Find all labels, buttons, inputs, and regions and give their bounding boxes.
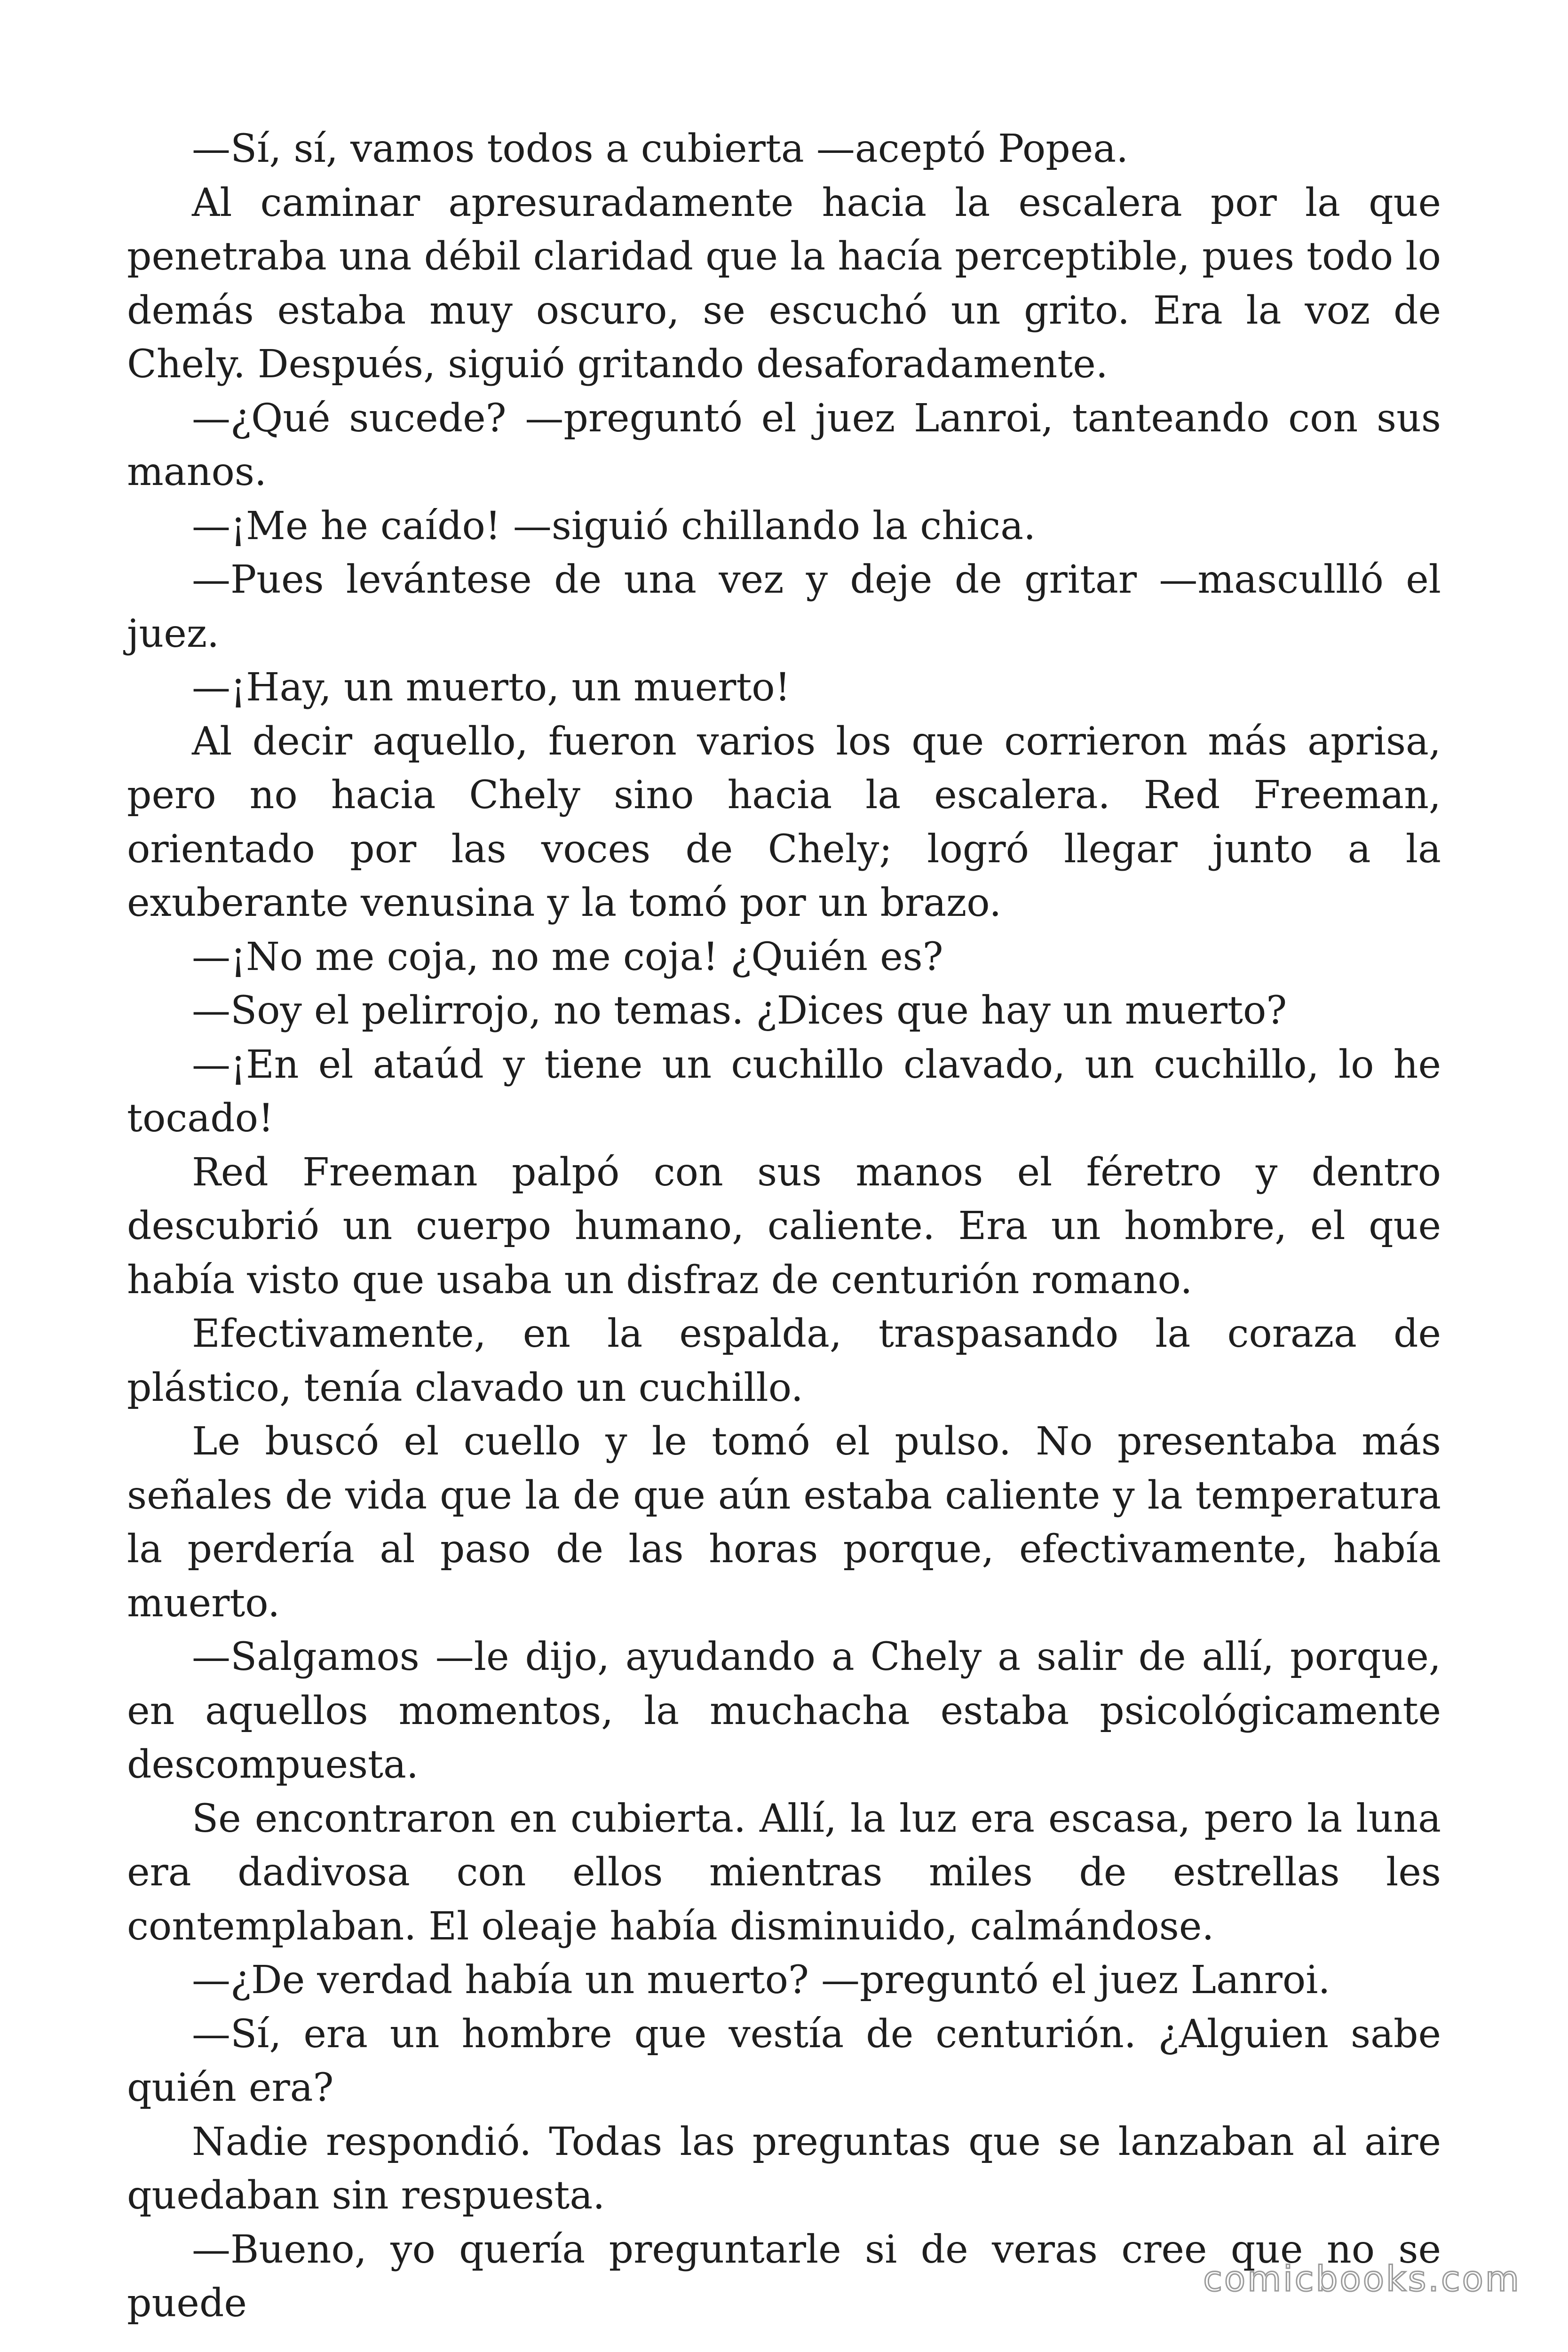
paragraph-4: —¡Me he caído! —siguió chillando la chica. (192, 503, 1036, 548)
paragraph-12: Efectivamente, en la espalda, traspasando la coraza de plástico, tenía clavado un cuchillo. (127, 1311, 1441, 1410)
paragraph-18: Nadie respondió. Todas las preguntas que se lanzaban al aire quedaban sin respuesta. (127, 2119, 1441, 2218)
paragraph-19: —Bueno, yo quería preguntarle si de veras cree que no se puede (127, 2227, 1441, 2326)
paragraph-17: —Sí, era un hombre que vestía de centurión. ¿Alguien sabe quién era? (127, 2011, 1441, 2110)
paragraph-16: —¿De verdad había un muerto? —preguntó el juez Lanroi. (192, 1958, 1330, 2002)
paragraph-14: —Salgamos —le dijo, ayudando a Chely a salir de allí, porque, en aquellos momentos, la muchacha estaba psicológicamente descompuesta. (127, 1635, 1441, 1787)
paragraph-10: —¡En el ataúd y tiene un cuchillo clavado, un cuchillo, lo he tocado! (127, 1042, 1441, 1141)
paragraph-9: —Soy el pelirrojo, no temas. ¿Dices que hay un muerto? (192, 988, 1287, 1033)
paragraph-5: —Pues levántese de una vez y deje de gritar —mascullló el juez. (127, 557, 1441, 656)
body-text (127, 122, 1441, 2331)
paragraph-2: Al caminar apresuradamente hacia la escalera por la que penetraba una débil claridad que la hacía perceptible, pues todo lo demás estaba muy oscuro, se escuchó un grito. Era la voz de Chely. Después, siguió gritando desaforadamente. (127, 180, 1441, 387)
paragraph-6: —¡Hay, un muerto, un muerto! (192, 665, 791, 710)
paragraph-15: Se encontraron en cubierta. Allí, la luz era escasa, pero la luna era dadivosa con ellos mientras miles de estrellas les contemplaban. El oleaje había disminuido, calmándose. (127, 1796, 1441, 1949)
watermark: comicbooks.com (1203, 2259, 1521, 2299)
paragraph-11: Red Freeman palpó con sus manos el féretro y dentro descubrió un cuerpo humano, caliente. Era un hombre, el que había visto que usaba un disfraz de centurión romano. (127, 1150, 1441, 1303)
paragraph-1: —Sí, sí, vamos todos a cubierta —aceptó Popea. (192, 127, 1129, 171)
paragraph-13: Le buscó el cuello y le tomó el pulso. No presentaba más señales de vida que la de que aún estaba caliente y la temperatura la perdería al paso de las horas porque, efectivamente, había muerto. (127, 1419, 1441, 1626)
paragraph-7: Al decir aquello, fueron varios los que corrieron más aprisa, pero no hacia Chely sino hacia la escalera. Red Freeman, orientado por las voces de Chely; logró llegar junto a la exuberante venusina y la tomó por un brazo. (127, 719, 1441, 925)
paragraph-8: —¡No me coja, no me coja! ¿Quién es? (192, 934, 943, 979)
paragraph-3: —¿Qué sucede? —preguntó el juez Lanroi, tanteando con sus manos. (127, 396, 1441, 494)
